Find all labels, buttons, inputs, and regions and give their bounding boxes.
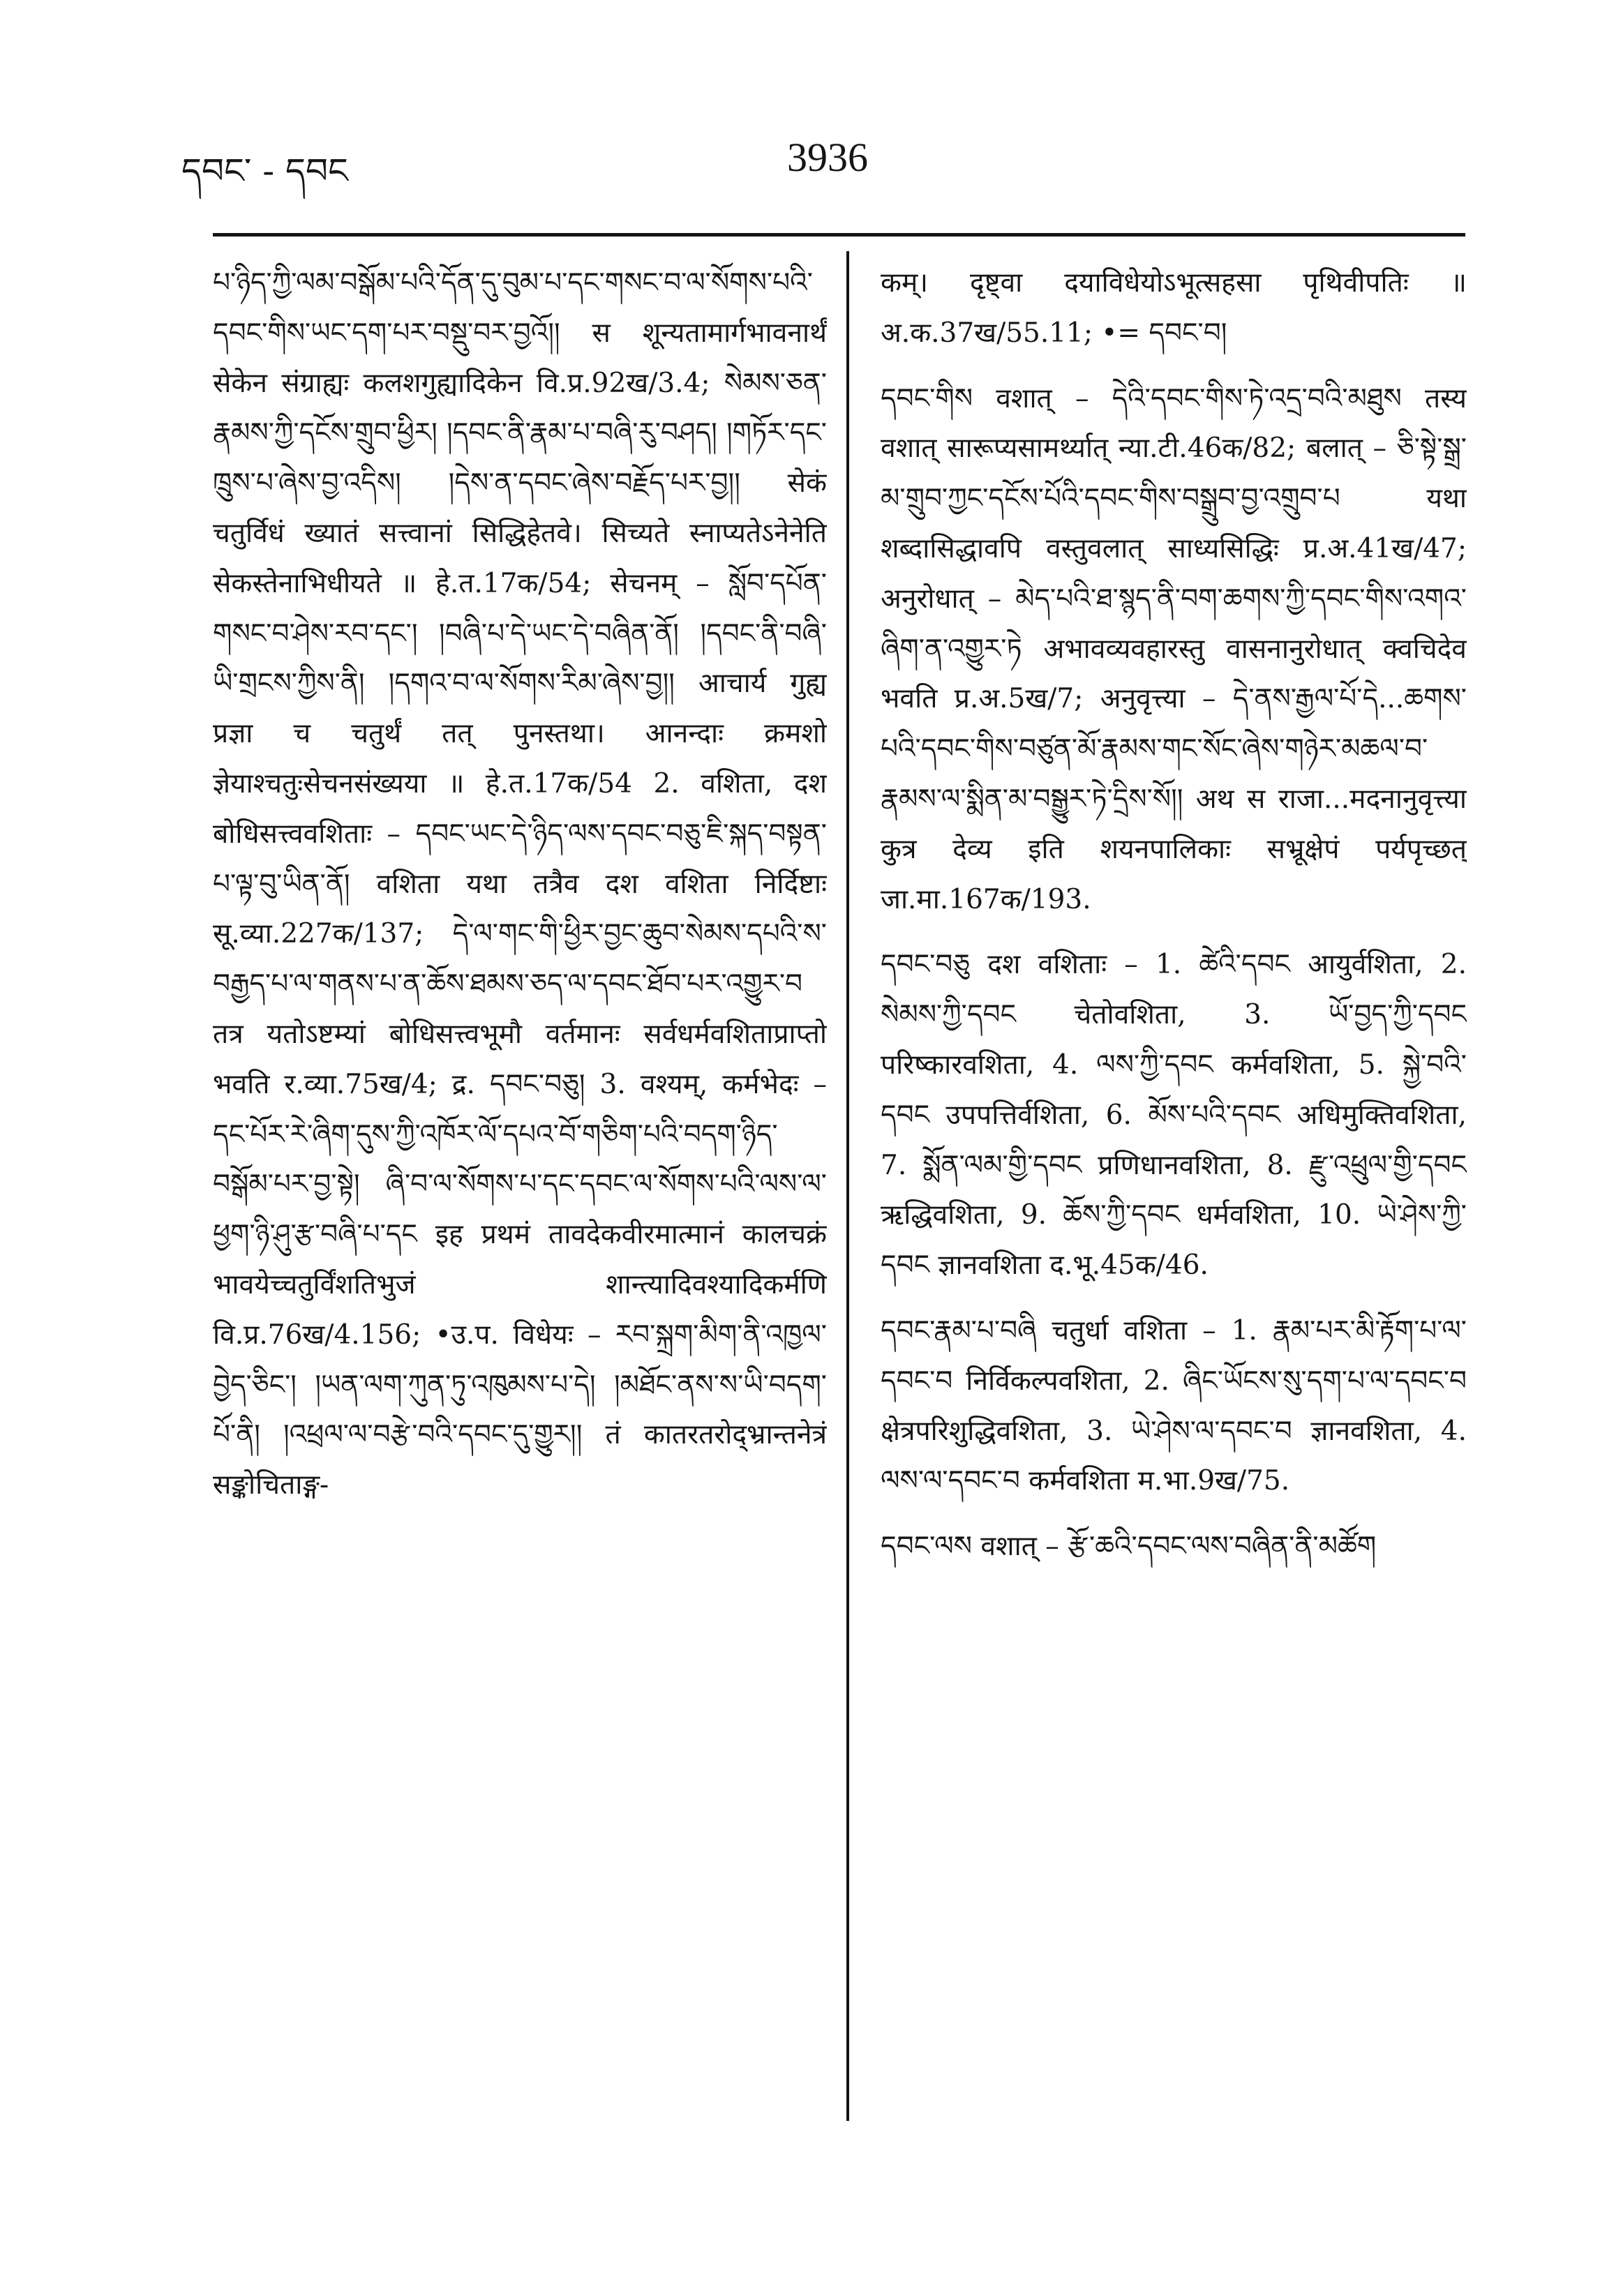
entry-dbang-las: དབང་ལས वशात् – རྩོ་ཆའི་དབང་ལས་བཞིན་ནི་མཚོག bbox=[881, 1531, 1377, 1563]
entry-continuation: कम्। दृष्ट्वा दयाविधेयोऽभूत्सहसा पृथिवीपतिः ॥ अ.क.37ख/55.11; •= དབང་བ། bbox=[881, 267, 1467, 349]
column-separator bbox=[846, 251, 849, 2121]
left-column bbox=[213, 258, 827, 2135]
right-column bbox=[881, 258, 1467, 1946]
entry-dbang-gis: དབང་གིས वशात् – དེའི་དབང་གིས་ཏེ་འདྲ་བའི་མཐུས तस्य वशात् सारूप्यसामर्थ्यात् न्या.टी.46क/82; बलात् – ཅི་སྟེ་སྒྲ་མ་གྲུབ་ཀྱང་དངོས་པོའི་དབང་གིས་བསྒྲུབ་བྱ་འགྲུབ་པ यथा शब्दासिद्धावपि वस्तुवलात् साध्यसिद्धिः प्र.अ.41ख/47; अनुरोधात् – མེད་པའི་ཐ་སྙད་ནི་བག་ཆགས་ཀྱི་དབང་གིས་འགའ་ཞིག་ན་འགྱུར་ཏེ अभावव्यवहारस्तु वासनानुरोधात् क्वचिदेव भवति प्र.अ.5ख/7; अनुवृत्त्या – དེ་ནས་རྒྱལ་པོ་དེ...ཆགས་པའི་དབང་གིས་བཙུན་མོ་རྣམས་གང་སོང་ཞེས་གཉེར་མཆལ་བ་རྣམས་ལ་སྨིན་མ་བསྒྱུར་ཏེ་དྲིས་སོ།། अथ स राजा...मदनानुवृत्त्या कुत्र देव्य इति शयनपालिकाः सभ्रूक्षेपं पर्यपृच्छत् जा.मा.167क/193. bbox=[881, 382, 1467, 915]
page-number: 3936 bbox=[787, 135, 868, 180]
entry-dbang-bcu: དབང་བཅུ दश वशिताः – 1. ཚེའི་དབང आयुर्वशिता, 2. སེམས་ཀྱི་དབང चेतोवशिता, 3. ཡོ་བྱད་ཀྱི་དབང परिष्कारवशिता, 4. ལས་ཀྱི་དབང कर्मवशिता, 5. སྐྱེ་བའི་དབང उपपत्तिर्वशिता, 6. མོས་པའི་དབང अधिमुक्तिवशिता, 7. སྨོན་ལམ་གྱི་དབང प्रणिधानवशिता, 8. རྫུ་འཕྲུལ་གྱི་དབང ऋद्धिवशिता, 9. ཆོས་ཀྱི་དབང धर्मवशिता, 10. ཡེ་ཤེས་ཀྱི་དབང ज्ञानवशिता द.भू.45क/46. bbox=[881, 949, 1467, 1282]
running-head: དབང་ - དབང bbox=[181, 151, 348, 191]
entry-dbang-rnam-pa-bzhi: དབང་རྣམ་པ་བཞི चतुर्धा वशिता – 1. རྣམ་པར་མི་རྟོག་པ་ལ་དབང་བ निर्विकल्पवशिता, 2. ཞིང་ཡོངས་སུ་དག་པ་ལ་དབང་བ क्षेत्रपरिशुद्धिवशिता, 3. ཡེ་ཤེས་ལ་དབང་བ ज्ञानवशिता, 4. ལས་ལ་དབང་བ कर्मवशिता म.भा.9ख/75. bbox=[881, 1314, 1467, 1497]
header-rule bbox=[213, 233, 1465, 237]
left-column-text: པ་ཉིད་ཀྱི་ལམ་བསྒོམ་པའི་དོན་དུ་བུམ་པ་དང་གསང་བ་ལ་སོགས་པའི་དབང་གིས་ཡང་དག་པར་བསྡུ་བར་བྱའོ།། स शून्यतामार्गभावनार्थं सेकेन संग्राह्यः कलशगुह्यादिकेन वि.प्र.92ख/3.4; སེམས་ཅན་རྣམས་ཀྱི་དངོས་གྲུབ་ཕྱིར། །དབང་ནི་རྣམ་པ་བཞི་རུ་བཤད། །གཏོར་དང་ཁྲུས་པ་ཞེས་བྱ་འདིས། །དེས་ན་དབང་ཞེས་བརྗོད་པར་བྱ།། सेकं चतुर्विधं ख्यातं सत्त्वानां सिद्धिहेतवे। सिच्यते स्नाप्यतेऽनेनेति सेकस्तेनाभिधीयते ॥ हे.त.17क/54; सेचनम् – སློབ་དཔོན་གསང་བ་ཤེས་རབ་དང་། །བཞི་པ་དེ་ཡང་དེ་བཞིན་ནོ། །དབང་ནི་བཞི་ཡི་གྲངས་ཀྱིས་ནི། །དགའ་བ་ལ་སོགས་རིམ་ཞེས་བྱ།། आचार्य गुह्य प्रज्ञा च चतुर्थं तत् पुनस्तथा। आनन्दाः क्रमशो ज्ञेयाश्चतुःसेचनसंख्यया ॥ हे.त.17क/54 2. वशिता, दश बोधिसत्त्ववशिताः – དབང་ཡང་དེ་ཉིད་ལས་དབང་བཅུ་ཇི་སྐད་བསྟན་པ་ལྟ་བུ་ཡིན་ནོ། वशिता यथा तत्रैव दश वशिता निर्दिष्टाः सू.व्या.227क/137; དེ་ལ་གང་གི་ཕྱིར་བྱང་ཆུབ་སེམས་དཔའི་ས་བརྒྱད་པ་ལ་གནས་པ་ན་ཆོས་ཐམས་ཅད་ལ་དབང་ཐོབ་པར་འགྱུར་བ तत्र यतोऽष्टम्यां बोधिसत्त्वभूमौ वर्तमानः सर्वधर्मवशिताप्राप्तो भवति र.व्या.75ख/4; द्र. དབང་བཅུ། 3. वश्यम्, कर्मभेदः – དང་པོར་རེ་ཞིག་དུས་ཀྱི་འཁོར་ལོ་དཔའ་བོ་གཅིག་པའི་བདག་ཉིད་བསྒོམ་པར་བྱ་སྟེ། ཞི་བ་ལ་སོགས་པ་དང་དབང་ལ་སོགས་པའི་ལས་ལ་ཕྱག་ཉི་ཤུ་རྩ་བཞི་པ་དང इह प्रथमं तावदेकवीरमात्मानं कालचक्रं भावयेच्चतुर्विंशतिभुजं शान्त्यादिवश्यादिकर्मणि वि.प्र.76ख/4.156; •उ.प. विधेयः – རབ་སྐྲག་མིག་ནི་འཁྱལ་བྱེད་ཅིང་། །ཡན་ལག་ཀུན་ཏུ་འཁུམས་པ་དེ། །མཐོང་ནས་ས་ཡི་བདག་པོ་ནི། །འཕྲལ་ལ་བརྩེ་བའི་དབང་དུ་གྱུར།། तं कातरतरोद्भ्रान्तनेत्रं सङ्कोचिताङ्ग- bbox=[213, 267, 827, 1501]
